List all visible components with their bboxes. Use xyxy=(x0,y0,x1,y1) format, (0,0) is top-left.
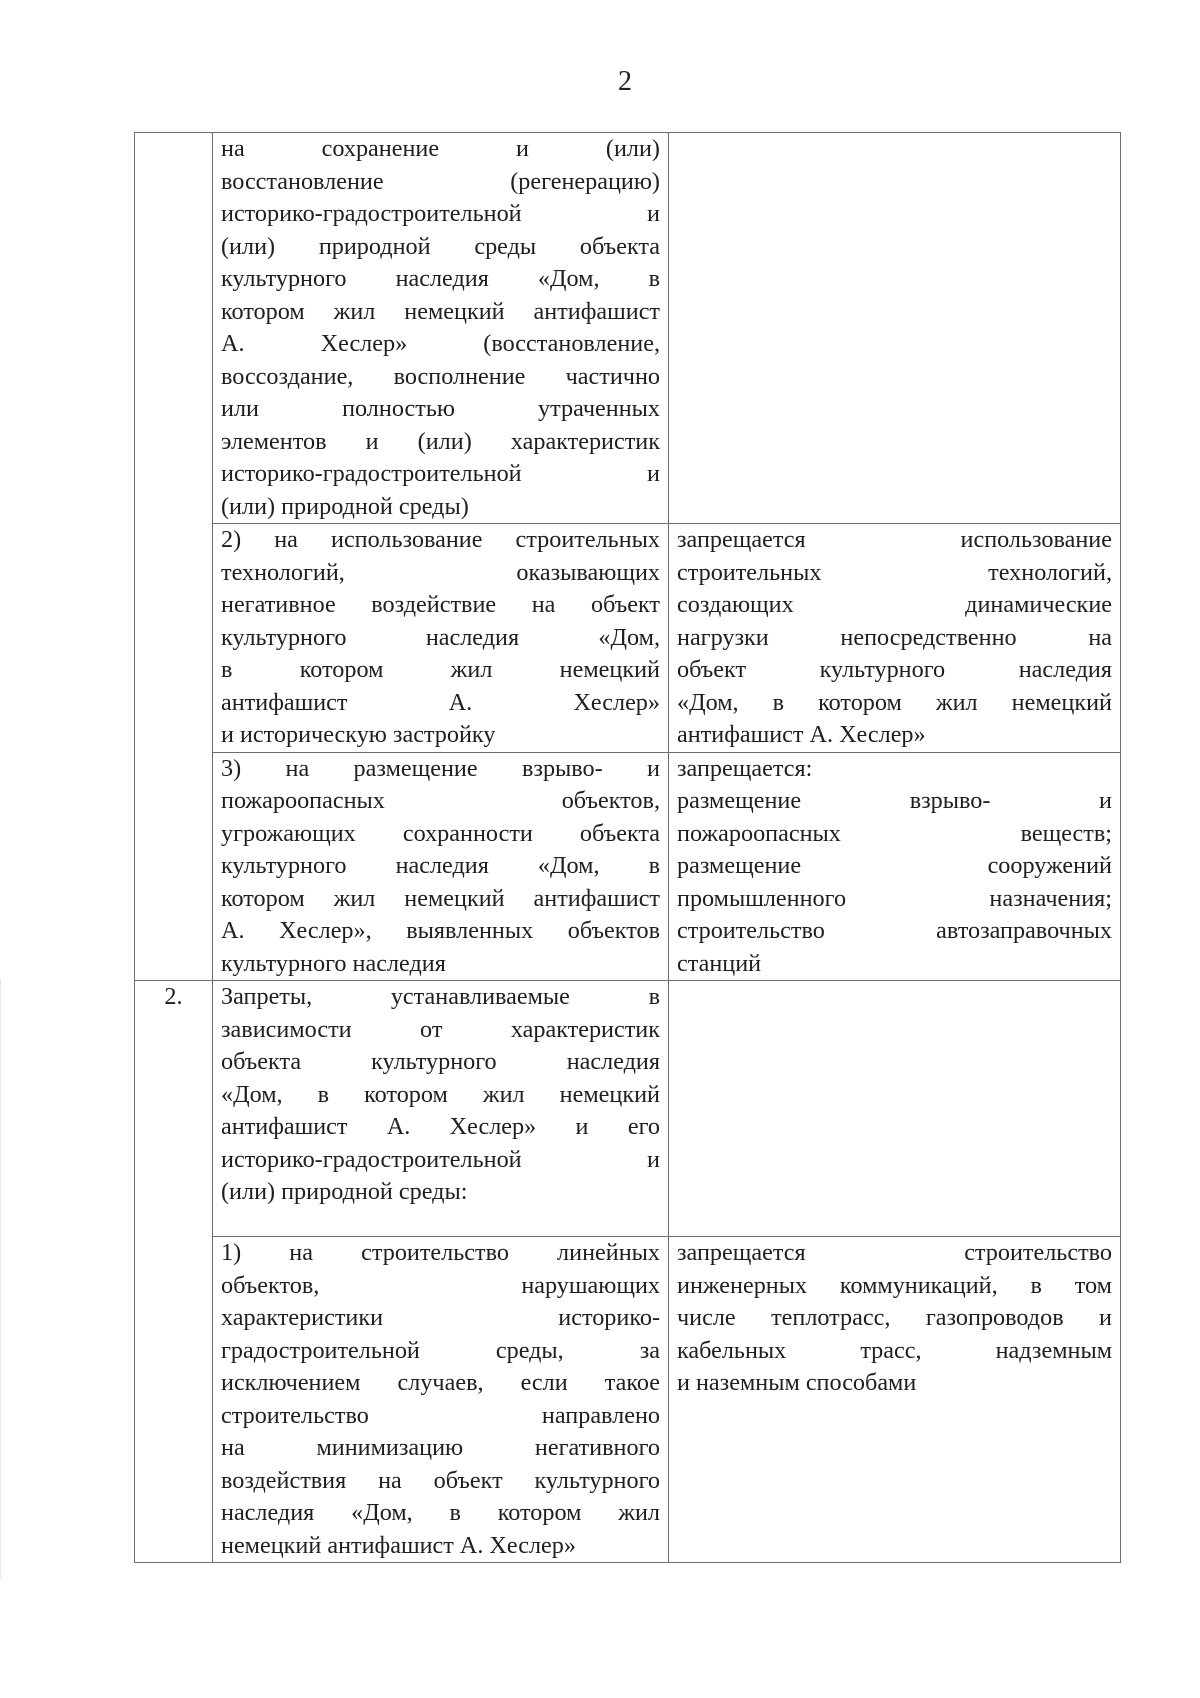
text-line: запрещается: xyxy=(677,754,813,782)
text-line: А. Хеслер» (восстановление, xyxy=(221,330,660,357)
text-line: и историческую застройку xyxy=(221,721,496,748)
text-line: немецкий антифашист А. Хеслер» xyxy=(221,1531,576,1559)
text-line: строительство автозаправочных xyxy=(677,917,1112,944)
text-line: историко-градостроительной и xyxy=(221,460,660,487)
requirement-text xyxy=(677,753,1112,981)
text-line: «Дом, в котором жил немецкий xyxy=(677,688,1112,716)
text-line: антифашист А. Хеслер» xyxy=(221,688,660,716)
requirement-cell xyxy=(669,133,1121,524)
row-number-cell xyxy=(135,133,213,524)
text-line: запрещается использование xyxy=(677,526,1112,553)
text-line: на минимизацию негативного xyxy=(221,1434,660,1461)
subject-cell xyxy=(213,133,669,524)
text-line: размещение взрыво- и xyxy=(677,787,1112,814)
text-line: культурного наследия «Дом, xyxy=(221,623,660,651)
text-line: (или) природной среды объекта xyxy=(221,232,660,260)
text-line: числе теплотрасс, газопроводов и xyxy=(677,1304,1112,1331)
text-line: в котором жил немецкий xyxy=(221,656,660,683)
subject-text xyxy=(221,753,660,981)
requirement-cell xyxy=(669,752,1121,981)
requirement-cell xyxy=(669,524,1121,753)
text-line: негативное воздействие на объект xyxy=(221,591,660,618)
text-line: (или) природной среды: xyxy=(221,1178,468,1205)
subject-cell xyxy=(213,752,669,981)
text-line: антифашист А. Хеслер» xyxy=(677,721,926,748)
text-line: восстановление (регенерацию) xyxy=(221,167,660,195)
text-line: пожароопасных объектов, xyxy=(221,787,660,814)
text-line: культурного наследия «Дом, в xyxy=(221,852,660,879)
text-line: строительство направлено xyxy=(221,1401,660,1429)
subject-cell xyxy=(213,1237,669,1563)
text-line: объектов, нарушающих xyxy=(221,1271,660,1299)
subject-text xyxy=(221,133,660,523)
text-line: элементов и (или) характеристик xyxy=(221,427,660,455)
table-row xyxy=(135,981,1121,1237)
text-line: угрожающих сохранности объекта xyxy=(221,819,660,847)
text-line: А. Хеслер», выявленных объектов xyxy=(221,917,660,944)
text-line: историко-градостроительной и xyxy=(221,1145,660,1173)
text-line: инженерных коммуникаций, в том xyxy=(677,1271,1112,1299)
row-number-cell xyxy=(135,1237,213,1563)
requirement-text xyxy=(677,524,1112,752)
text-line: историко-градостроительной и xyxy=(221,200,660,227)
text-line: строительных технологий, xyxy=(677,558,1112,586)
text-line: 2) на использование строительных xyxy=(221,526,660,553)
requirement-cell xyxy=(669,1237,1121,1563)
text-line: объекта культурного наследия xyxy=(221,1048,660,1075)
text-line: или полностью утраченных xyxy=(221,395,660,422)
table-row xyxy=(135,1237,1121,1563)
restrictions-table xyxy=(134,132,1121,1563)
text-line: 1) на строительство линейных xyxy=(221,1239,660,1266)
table-row xyxy=(135,524,1121,753)
requirement-text xyxy=(677,1237,1112,1400)
subject-text xyxy=(221,981,660,1209)
text-line: наследия «Дом, в котором жил xyxy=(221,1499,660,1526)
text-line: запрещается строительство xyxy=(677,1239,1112,1266)
requirement-cell xyxy=(669,981,1121,1237)
text-line: пожароопасных веществ; xyxy=(677,819,1112,847)
table-row xyxy=(135,133,1121,524)
row-number-cell xyxy=(135,981,213,1237)
table-row xyxy=(135,752,1121,981)
text-line: объект культурного наследия xyxy=(677,656,1112,683)
page-number: 2 xyxy=(618,66,632,97)
text-line: воссоздание, восполнение частично xyxy=(221,362,660,390)
text-line: и наземным способами xyxy=(677,1369,917,1396)
text-line: котором жил немецкий антифашист xyxy=(221,884,660,912)
text-line: кабельных трасс, надземным xyxy=(677,1336,1112,1364)
subject-text xyxy=(221,524,660,752)
table-body xyxy=(135,133,1121,1563)
text-line: зависимости от характеристик xyxy=(221,1015,660,1043)
text-line: воздействия на объект культурного xyxy=(221,1466,660,1494)
row-number-cell xyxy=(135,524,213,753)
row-number-cell xyxy=(135,752,213,981)
text-line: котором жил немецкий антифашист xyxy=(221,297,660,325)
subject-text xyxy=(221,1237,660,1562)
text-line: 3) на размещение взрыво- и xyxy=(221,754,660,782)
text-line: культурного наследия «Дом, в xyxy=(221,265,660,292)
text-line: промышленного назначения; xyxy=(677,884,1112,912)
text-line: на сохранение и (или) xyxy=(221,135,660,162)
text-line: культурного наследия xyxy=(221,949,446,977)
text-line: станций xyxy=(677,949,762,977)
row-number: 2. xyxy=(164,983,183,1010)
text-line: исключением случаев, если такое xyxy=(221,1369,660,1396)
text-line: технологий, оказывающих xyxy=(221,558,660,586)
text-line: нагрузки непосредственно на xyxy=(677,623,1112,651)
text-line: размещение сооружений xyxy=(677,852,1112,879)
text-line: Запреты, устанавливаемые в xyxy=(221,983,660,1010)
subject-cell xyxy=(213,981,669,1237)
text-line: характеристики историко- xyxy=(221,1304,660,1331)
text-line: «Дом, в котором жил немецкий xyxy=(221,1080,660,1108)
subject-cell xyxy=(213,524,669,753)
scan-edge xyxy=(0,980,7,1580)
text-line: создающих динамические xyxy=(677,591,1112,618)
text-line: градостроительной среды, за xyxy=(221,1336,660,1364)
text-line: антифашист А. Хеслер» и его xyxy=(221,1113,660,1140)
text-line: (или) природной среды) xyxy=(221,492,469,520)
